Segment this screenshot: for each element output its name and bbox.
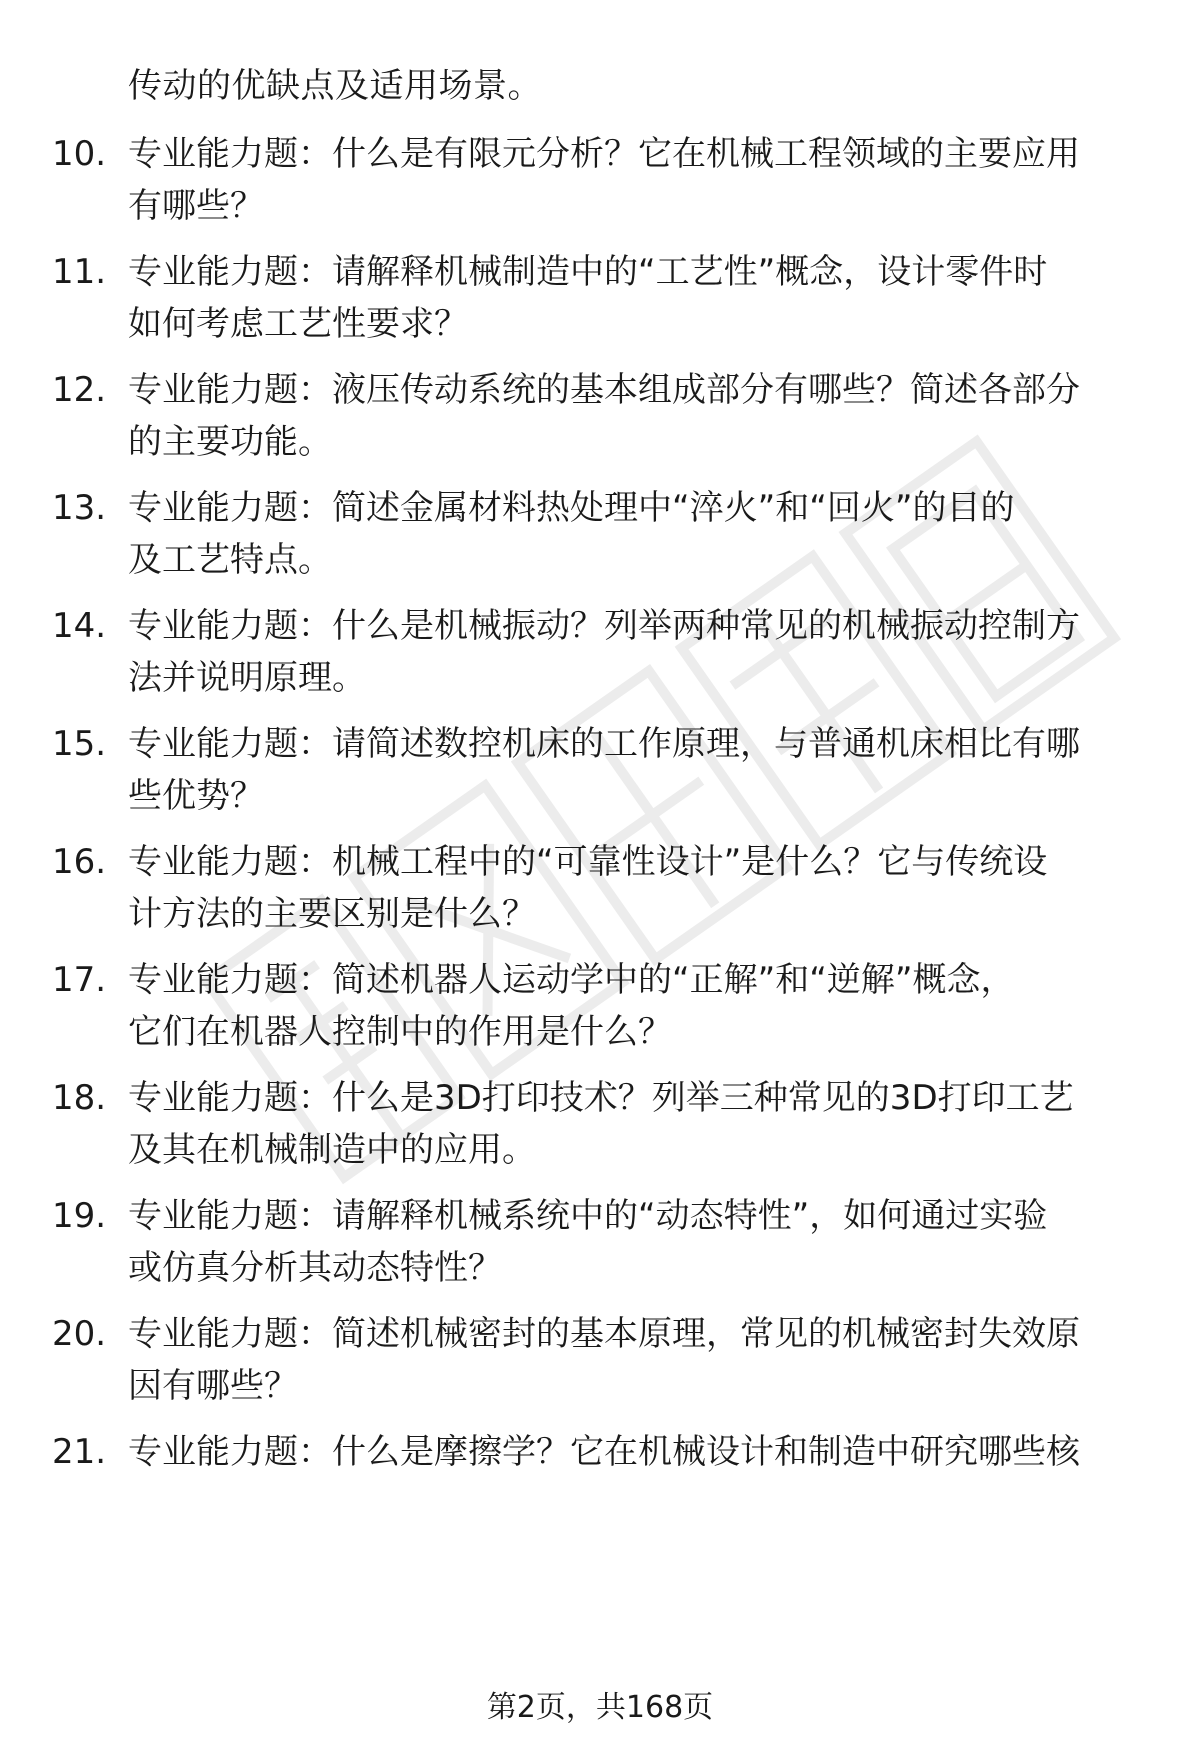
question-number: 11. xyxy=(52,252,107,292)
question-number: 17. xyxy=(52,960,107,1000)
question-text xyxy=(128,248,1138,352)
question-line: 专业能力题：简述金属材料热处理中“淬火”和“回火”的目的 xyxy=(128,488,1015,528)
question-number: 18. xyxy=(52,1078,107,1118)
question-number: 16. xyxy=(52,842,107,882)
question-line: 或仿真分析其动态特性？ xyxy=(128,1248,502,1288)
question-text xyxy=(128,366,1138,470)
question-text xyxy=(128,720,1138,824)
question-number: 20. xyxy=(52,1314,107,1354)
question-line: 计方法的主要区别是什么？ xyxy=(128,894,536,934)
question-number: 21. xyxy=(52,1432,107,1472)
question-number: 19. xyxy=(52,1196,107,1236)
question-text xyxy=(128,484,1138,588)
question-line: 它们在机器人控制中的作用是什么？ xyxy=(128,1012,672,1052)
question-line: 专业能力题：简述机器人运动学中的“正解”和“逆解”概念， xyxy=(128,960,1015,1000)
question-text xyxy=(128,1192,1138,1296)
question-line: 专业能力题：什么是3D打印技术？列举三种常见的3D打印工艺 xyxy=(128,1078,1074,1118)
question-text xyxy=(128,838,1138,942)
question-line: 专业能力题：请解释机械系统中的“动态特性”，如何通过实验 xyxy=(128,1196,1048,1236)
question-number: 15. xyxy=(52,724,107,764)
question-text xyxy=(128,956,1138,1060)
question-line: 法并说明原理。 xyxy=(128,658,366,698)
question-line: 的主要功能。 xyxy=(128,422,332,462)
question-text xyxy=(128,602,1138,706)
page-number-footer: 第2页，共168页 xyxy=(486,1690,714,1725)
question-text xyxy=(128,1310,1138,1414)
question-text xyxy=(128,130,1138,234)
question-number: 12. xyxy=(52,370,107,410)
question-line: 及其在机械制造中的应用。 xyxy=(128,1130,536,1170)
question-number: 10. xyxy=(52,134,107,174)
question-text xyxy=(128,1428,1138,1480)
question-line: 及工艺特点。 xyxy=(128,540,332,580)
question-line: 如何考虑工艺性要求？ xyxy=(128,304,468,344)
question-line: 专业能力题：请简述数控机床的工作原理，与普通机床相比有哪 xyxy=(128,724,1080,764)
question-number: 14. xyxy=(52,606,107,646)
question-line: 专业能力题：什么是有限元分析？它在机械工程领域的主要应用 xyxy=(128,134,1080,174)
question-line: 些优势？ xyxy=(128,776,264,816)
question-text xyxy=(128,1074,1138,1178)
question-line: 有哪些？ xyxy=(128,186,264,226)
question-line: 专业能力题：机械工程中的“可靠性设计”是什么？它与传统设 xyxy=(128,842,1048,882)
question-line: 专业能力题：请解释机械制造中的“工艺性”概念，设计零件时 xyxy=(128,252,1048,292)
question-number: 13. xyxy=(52,488,107,528)
continuation-line: 传动的优缺点及适用场景。 xyxy=(128,66,542,106)
question-line: 专业能力题：什么是摩擦学？它在机械设计和制造中研究哪些核 xyxy=(128,1432,1080,1472)
question-line: 因有哪些？ xyxy=(128,1366,298,1406)
question-line: 专业能力题：液压传动系统的基本组成部分有哪些？简述各部分 xyxy=(128,370,1080,410)
question-line: 专业能力题：简述机械密封的基本原理，常见的机械密封失效原 xyxy=(128,1314,1080,1354)
question-line: 专业能力题：什么是机械振动？列举两种常见的机械振动控制方 xyxy=(128,606,1080,646)
